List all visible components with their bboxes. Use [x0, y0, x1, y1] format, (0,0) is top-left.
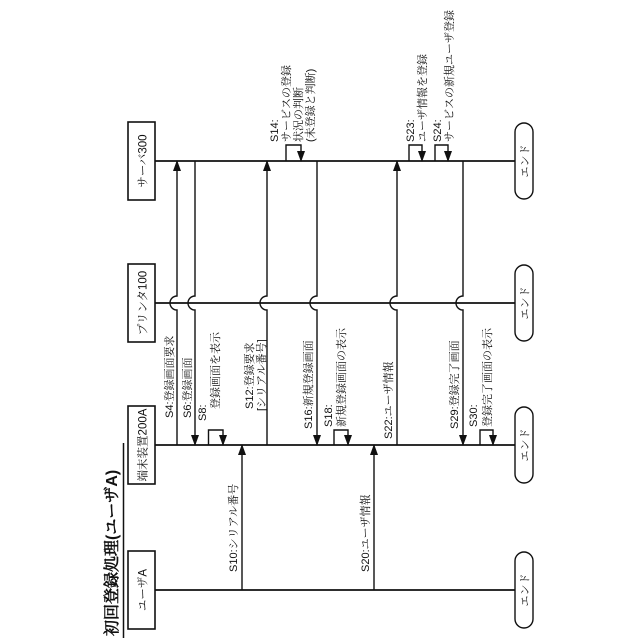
self-message-s23-label-line2: ユーザ情報を登録 [417, 54, 429, 142]
self-message-s8-label-line2: 登録画面を表示 [210, 332, 222, 409]
self-message-s30-label-line1: S30: [468, 404, 480, 427]
self-message-s24-loop [435, 145, 448, 161]
participant-terminal-200a [128, 406, 155, 484]
participant-printer-100 [128, 264, 155, 342]
self-message-s23-loop [409, 145, 422, 161]
self-message-s18-label-line1: S18: [323, 404, 335, 427]
message-s20 [358, 445, 374, 590]
self-message-s30-loop [480, 430, 493, 445]
participant-label-user-a: ユーザA [137, 568, 150, 612]
self-message-s30 [468, 327, 494, 445]
self-message-s8 [197, 331, 223, 445]
title-block [102, 443, 124, 638]
end-label-terminal-200a: エンド [519, 428, 532, 462]
self-message-s8-loop [209, 430, 224, 445]
message-s20-label: S20:ユーザ情報 [360, 494, 372, 572]
self-message-s30-label-line2: 登録完了画面の表示 [482, 328, 494, 427]
message-s12-label-line1: S12:登録要求 [244, 342, 256, 409]
participant-label-printer-100: プリンタ100 [137, 270, 150, 336]
self-message-s14-label-line3: 状況の判断 [293, 87, 305, 142]
self-message-s18 [323, 327, 348, 445]
message-s10 [226, 445, 242, 590]
end-label-user-a: エンド [519, 573, 532, 607]
self-message-s14-label-line4: (未登録と判断) [305, 68, 317, 142]
message-s6-label: S6:登録画面 [182, 357, 194, 418]
self-message-s24-label-line1: S24: [432, 119, 444, 142]
participant-user-a [128, 551, 155, 629]
message-s29-label: S29:登録完了画面 [449, 340, 461, 429]
participant-server-300 [128, 122, 155, 200]
self-message-s14-loop [286, 145, 301, 161]
message-s22-label: S22:ユーザ情報 [383, 361, 395, 439]
figure-title: 初回登録処理(ユーザA) [104, 469, 121, 636]
end-label-server-300: エンド [519, 144, 532, 178]
participant-label-terminal-200a: 端末装置200A [137, 408, 150, 482]
message-s16-label: S16:新規登録画面 [303, 340, 315, 429]
end-terminator-terminal-200a [515, 407, 533, 483]
self-message-s18-label-line2: 新規登録画面の表示 [336, 328, 348, 427]
end-terminator-server-300 [515, 123, 533, 199]
end-terminator-printer-100 [515, 265, 533, 341]
self-message-s23-label-line1: S23: [405, 119, 417, 142]
self-message-s24 [432, 10, 456, 161]
message-s12-label-line2: [シリアル番号] [256, 339, 268, 411]
self-message-s14 [269, 65, 317, 161]
self-message-s24-label-line2: サービスの新規ユーザ登録 [444, 10, 456, 142]
participant-label-server-300: サーバ300 [137, 134, 150, 188]
self-message-s23 [405, 54, 429, 161]
end-terminator-user-a [515, 552, 533, 628]
self-message-s18-loop [334, 430, 348, 445]
message-s10-label: S10:シリアル番号 [228, 483, 240, 572]
message-s4-label: S4:登録画面要求 [164, 335, 176, 418]
self-message-s14-label-line2: サービスの登録 [281, 65, 293, 142]
self-message-s8-label-line1: S8: [197, 404, 209, 421]
end-label-printer-100: エンド [519, 286, 532, 320]
self-message-s14-label-line1: S14: [269, 119, 281, 142]
